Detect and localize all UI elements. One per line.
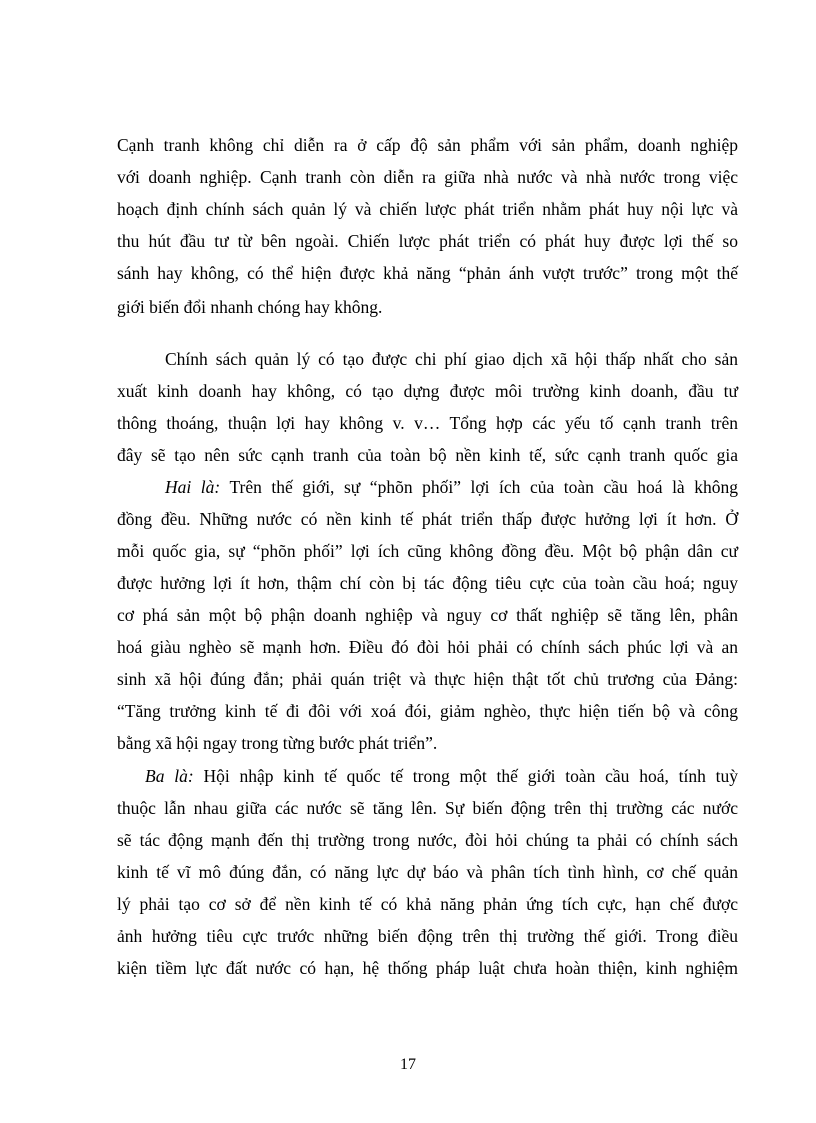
text-line: cơ phá sản một bộ phận doanh nghiệp và nguy cơ thất nghiệp sẽ tăng lên, phân bbox=[117, 605, 738, 625]
text-line: mỗi quốc gia, sự “phõn phối” lợi ích cũng không đồng đều. Một bộ phận dân cư bbox=[117, 541, 738, 561]
text-line: thuộc lẫn nhau giữa các nước sẽ tăng lên. Sự biến động trên thị trường các nước bbox=[117, 798, 738, 818]
text-line: xuất kinh doanh hay không, có tạo dựng được môi trường kinh doanh, đầu tư bbox=[117, 381, 738, 401]
text-line: Cạnh tranh không chỉ diễn ra ở cấp độ sản phẩm với sản phẩm, doanh nghiệp bbox=[117, 135, 738, 155]
text-line: ảnh hưởng tiêu cực trước những biến động trên thị trường thế giới. Trong điều bbox=[117, 926, 738, 946]
text-line: bằng xã hội ngay trong từng bước phát triển”. bbox=[117, 733, 438, 753]
text-line: kinh tế vĩ mô đúng đắn, có năng lực dự báo và phân tích tình hình, cơ chế quản bbox=[117, 862, 738, 882]
text-line: sẽ tác động mạnh đến thị trường trong nước, đòi hỏi chúng ta phải có chính sách bbox=[117, 830, 738, 850]
text-line: lý phải tạo cơ sở để nền kinh tế có khả năng phản ứng tích cực, hạn chế được bbox=[117, 894, 738, 914]
text-line: với doanh nghiệp. Cạnh tranh còn diễn ra giữa nhà nước và nhà nước trong việc bbox=[117, 167, 738, 187]
text-line: “Tăng trưởng kinh tế đi đôi với xoá đói, giảm nghèo, thực hiện tiến bộ và công bbox=[117, 701, 738, 721]
text-line: được hưởng lợi ít hơn, thậm chí còn bị tác động tiêu cực của toàn cầu hoá; nguy bbox=[117, 573, 738, 593]
text-line: kiện tiềm lực đất nước có hạn, hệ thống pháp luật chưa hoàn thiện, kinh nghiệm bbox=[117, 958, 738, 978]
text-line bbox=[145, 760, 738, 792]
text-line: hoạch định chính sách quản lý và chiến lược phát triển nhằm phát huy nội lực và bbox=[117, 199, 738, 219]
text-line: đồng đều. Những nước có nền kinh tế phát triển thấp được hưởng lợi ít hơn. Ở bbox=[117, 509, 738, 529]
text-line bbox=[165, 471, 738, 503]
page-number: 17 bbox=[400, 1056, 416, 1073]
text-segment: Trên thế giới, sự “phõn phối” lợi ích của toàn cầu hoá là không bbox=[220, 477, 738, 497]
text-line: giới biến đổi nhanh chóng hay không. bbox=[117, 297, 383, 317]
text-line: sinh xã hội đúng đắn; phải quán triệt và thực hiện thật tốt chủ trương của Đảng: bbox=[117, 669, 738, 689]
text-segment: Hội nhập kinh tế quốc tế trong một thế giới toàn cầu hoá, tính tuỳ bbox=[193, 766, 738, 786]
text-line: Chính sách quản lý có tạo được chi phí giao dịch xã hội thấp nhất cho sản bbox=[165, 349, 738, 369]
text-line: sánh hay không, có thể hiện được khả năng “phản ánh vượt trước” trong một thế bbox=[117, 263, 738, 283]
text-line: đây sẽ tạo nên sức cạnh tranh của toàn bộ nền kinh tế, sức cạnh tranh quốc gia bbox=[117, 445, 738, 465]
text-line: hoá giàu nghèo sẽ mạnh hơn. Điều đó đòi hỏi phải có chính sách phúc lợi và an bbox=[117, 637, 738, 657]
paragraph-lead: Ba là: bbox=[145, 766, 194, 786]
text-line: thông thoáng, thuận lợi hay không v. v… Tổng hợp các yếu tố cạnh tranh trên bbox=[117, 413, 738, 433]
text-line: thu hút đầu tư từ bên ngoài. Chiến lược phát triển có phát huy được lợi thế so bbox=[117, 231, 738, 251]
paragraph-lead: Hai là: bbox=[165, 477, 221, 497]
